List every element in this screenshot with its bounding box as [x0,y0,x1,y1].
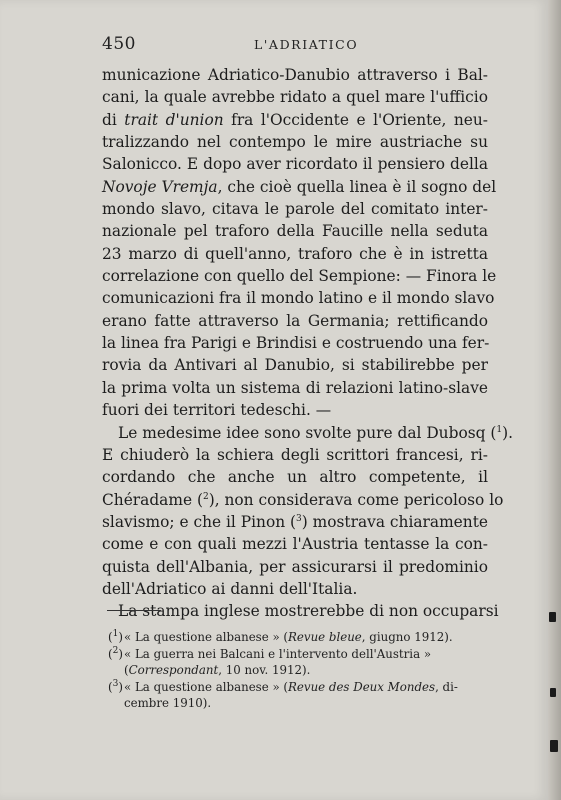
text-line: Salonicco. E dopo aver ricordato il pensiero della [102,155,488,174]
text-line: dell'Adriatico ai danni dell'Italia. [102,579,358,598]
footnote-number: ($^3$) [108,678,123,694]
italic-title: Correspondant [128,663,219,677]
text-fragment: Chéradame ( [102,490,203,509]
footnote-text: « La questione albanese » ( [124,679,289,694]
text-line [102,422,514,444]
italic-title: Revue des Deux Mondes [288,679,436,694]
footnote-text: , di- [435,679,458,694]
page-number: 450 [102,34,136,54]
text-line: quista dell'Albania, per assicurarsi il predominio [102,557,488,576]
text-line [102,511,488,533]
edge-mark [549,612,556,622]
footnote-line [108,695,488,712]
text-line: La stampa inglese mostrerebbe di non occuparsi [118,602,499,621]
footnote-text: cembre 1910). [124,696,212,710]
text-fragment: slavismo; e che il Pinon ( [102,512,297,531]
text-line: mondo slavo, citava le parole del comitato inter- [102,200,488,219]
text-line: nazionale pel traforo della Faucille nella seduta [102,222,488,241]
footnote-line [108,662,488,679]
text-line: la linea fra Parigi e Brindisi e costruendo una fer- [102,334,490,353]
italic-title: Novoje Vremja [102,177,218,196]
text-line [102,489,504,511]
text-line: tralizzando nel contempo le mire austriache su [102,133,488,152]
footnote-line [108,629,488,646]
edge-mark [550,740,558,752]
footnote-number-value: 2 [112,645,119,656]
footnote-text: « La guerra nei Balcani e l'intervento dell'Austria » [124,646,432,661]
footnote-text: « La questione albanese » ( [124,630,289,644]
footnotes [108,629,488,712]
italic-title: Revue bleue [288,630,362,644]
edge-mark [550,688,556,697]
footnote-number: ($^1$) [108,629,123,644]
footnote-text: , giugno 1912). [361,630,453,644]
text-fragment: ). [502,423,514,442]
footnote-line [108,679,488,696]
footnote-text: ( [124,663,129,677]
footnote-separator [107,610,161,611]
text-line: come e con quali mezzi l'Austria tentasse la con- [102,535,488,554]
text-fragment: di [102,110,125,129]
footnote-reference: 1 [496,424,503,435]
text-line: municazione Adriatico-Danubio attraverso i Bal- [102,66,488,84]
text-line: cordando che anche un altro competente, il [102,468,488,487]
italic-title: trait d'union [124,110,224,129]
text-fragment: ), non considerava come pericoloso lo [208,490,504,509]
footnote-text: , 10 nov. 1912). [218,663,311,677]
footnote-line [108,646,488,663]
text-line [102,109,488,131]
text-fragment: , che cioè quella linea è il sogno del [217,177,497,196]
text-fragment: ) mostrava chiaramente [301,512,488,531]
text-line: 23 marzo di quell'anno, traforo che è in istretta [102,244,488,263]
page-header [102,34,488,54]
footnote-reference: 3 [296,513,302,524]
footnote-number-value: 3 [112,678,119,689]
page-edge [548,0,561,800]
body-text [102,64,514,623]
text-fragment: Le medesime idee sono svolte pure dal Dubosq ( [118,423,497,442]
text-line: E chiuderò la schiera degli scrittori francesi, ri- [102,445,488,464]
text-line: correlazione con quello del Sempione: — Finora le [102,267,497,286]
text-line: comunicazioni fra il mondo latino e il mondo slavo [102,289,495,308]
footnote-reference: 2 [202,491,209,502]
footnote-number: ($^2$) [108,645,123,661]
text-line [102,176,497,198]
text-line: fuori dei territori tedeschi. — [102,401,332,420]
text-fragment: fra l'Occidente e l'Oriente, neu- [223,110,488,129]
running-title: L'ADRIATICO [254,37,359,52]
text-line: la prima volta un sistema di relazioni latino-slave [102,378,488,397]
footnote-number-value: 1 [112,629,119,640]
text-line: erano fatte attraverso la Germania; rettificando [102,311,488,330]
text-line: cani, la quale avrebbe ridato a quel mare l'ufficio [102,88,488,107]
text-line: rovia da Antivari al Danubio, si stabilirebbe per [102,356,488,375]
